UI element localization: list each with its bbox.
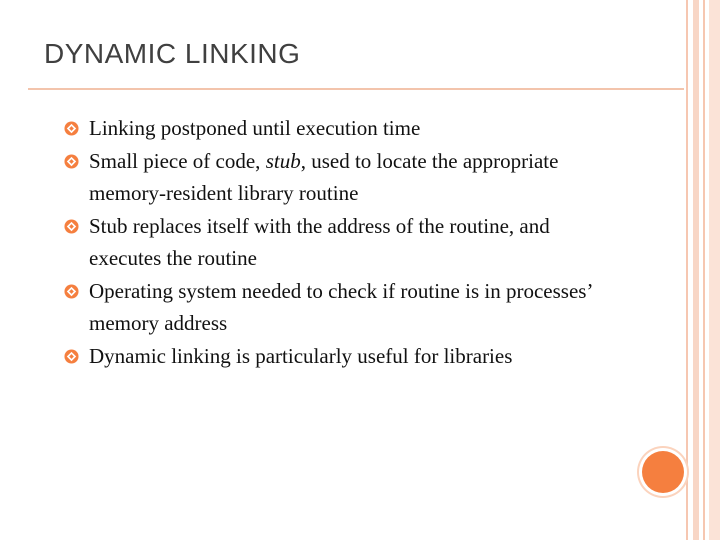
- slide-title: DYNAMIC LINKING: [44, 38, 301, 69]
- decorative-circle: [642, 451, 684, 493]
- orange-diamond-icon: [64, 284, 79, 299]
- bullet-text-after: , used to locate the appropriate memory-resident library routine: [89, 149, 559, 205]
- bullet-text-before: Small piece of code,: [89, 149, 266, 173]
- bullet-text: Stub replaces itself with the address of the routine, and executes the routine: [89, 214, 550, 270]
- bullet-item: [64, 275, 624, 339]
- bullet-text: Operating system needed to check if routine is in processes’ memory address: [89, 279, 592, 335]
- decorative-stripe: [709, 0, 720, 540]
- decorative-stripe: [693, 0, 699, 540]
- title-underline: [28, 88, 684, 90]
- orange-diamond-icon: [64, 121, 79, 136]
- orange-diamond-icon: [64, 349, 79, 364]
- bullet-item: [64, 210, 624, 274]
- bullet-text: Linking postponed until execution time: [89, 116, 421, 140]
- bullet-item: [64, 340, 624, 372]
- bullet-item: [64, 145, 624, 209]
- orange-diamond-icon: [64, 219, 79, 234]
- orange-diamond-icon: [64, 154, 79, 169]
- bullet-text-emphasis: stub: [265, 149, 301, 173]
- bullet-text: Dynamic linking is particularly useful for libraries: [89, 344, 513, 368]
- bullet-list: [64, 112, 624, 373]
- decorative-stripe: [703, 0, 705, 540]
- bullet-text: [89, 149, 558, 205]
- bullet-item: [64, 112, 624, 144]
- decorative-stripe: [686, 0, 688, 540]
